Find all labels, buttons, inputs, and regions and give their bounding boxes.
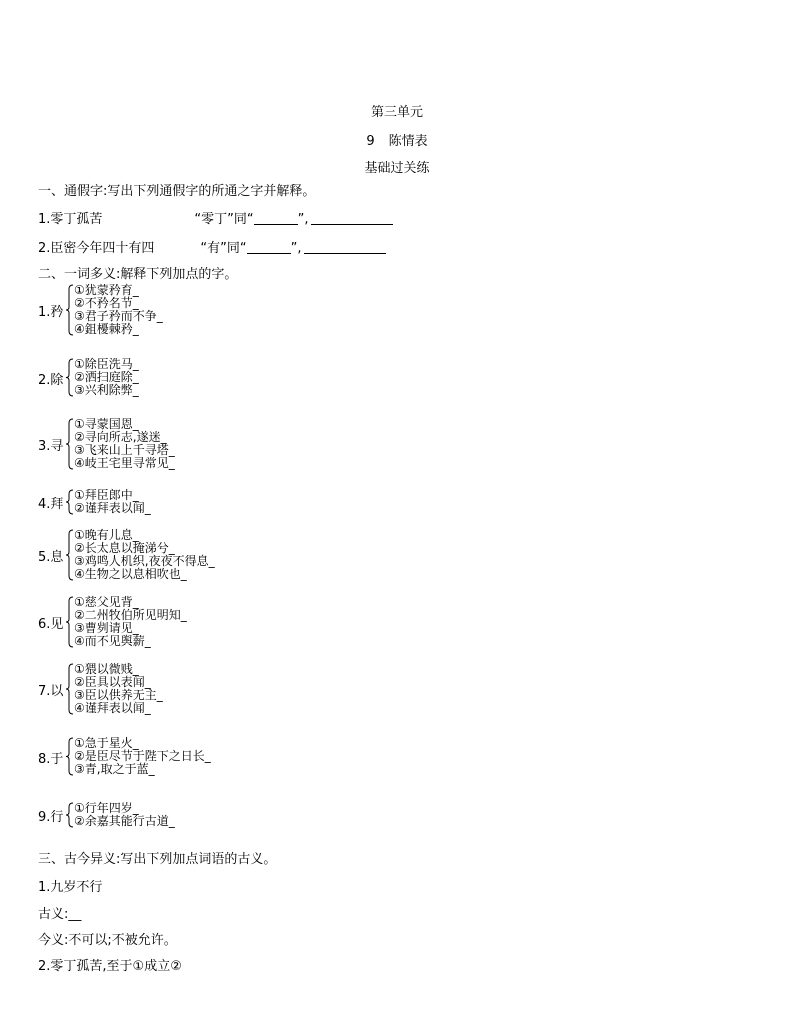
polysemy-item: ①除臣洗马_ xyxy=(74,357,139,371)
polysemy-items xyxy=(74,737,211,776)
polysemy-item: ①寻蒙国恩_ xyxy=(74,417,139,431)
polysemy-item: ④岐王宅里寻常见_ xyxy=(74,456,175,470)
polysemy-items xyxy=(74,596,187,648)
polysemy-items xyxy=(74,284,163,336)
answer-blank[interactable] xyxy=(311,212,393,225)
unit-heading: 第三单元 xyxy=(370,105,423,120)
exercise-subtitle: 基础过关练 xyxy=(364,161,430,176)
polysemy-word: 2.除 xyxy=(38,372,64,388)
polysemy-items xyxy=(74,663,163,715)
polysemy-item: ④生物之以息相吹也_ xyxy=(74,567,187,581)
polysemy-item: ③臣以供养无主_ xyxy=(74,688,163,702)
answer-blank[interactable] xyxy=(254,212,298,225)
polysemy-word: 3.寻 xyxy=(38,439,64,454)
answer-blank[interactable] xyxy=(247,241,291,254)
question-number: 1. xyxy=(38,212,51,227)
polysemy-item: ①拜臣郎中_ xyxy=(74,488,139,502)
polysemy-items xyxy=(74,358,139,397)
question-quote: “零丁”同“ xyxy=(194,212,254,227)
polysemy-items xyxy=(74,802,175,828)
polysemy-item: ③曹刿请见_ xyxy=(74,621,139,635)
tongjia-question-1 xyxy=(38,208,393,227)
polysemy-item: ②二州牧伯所见明知_ xyxy=(74,608,187,622)
ancient-meaning-line: 古义:__ xyxy=(38,907,82,922)
polysemy-item: ①急于星火_ xyxy=(74,736,139,750)
polysemy-item: ③鸡鸣人机织,夜夜不得息_ xyxy=(74,554,215,568)
polysemy-word: 8.于 xyxy=(38,751,64,767)
brace-icon xyxy=(64,596,74,648)
polysemy-item: ①晚有儿息_ xyxy=(74,528,139,542)
section-2-title: 二、一词多义:解释下列加点的字。 xyxy=(38,267,238,282)
brace-icon xyxy=(64,802,74,828)
polysemy-item: ②谨拜表以闻_ xyxy=(74,501,151,515)
lesson-title: 陈情表 xyxy=(388,134,428,149)
polysemy-word: 9.行 xyxy=(38,810,64,825)
polysemy-item: ②是臣尽节于陛下之日长_ xyxy=(74,749,211,763)
brace-icon xyxy=(64,663,74,715)
polysemy-item: ③兴利除弊_ xyxy=(74,383,139,397)
question-close: ”, xyxy=(297,212,309,227)
question-phrase: 臣密今年四十有四 xyxy=(50,241,155,256)
polysemy-item: ②臣具以表闻_ xyxy=(74,675,151,689)
gujin-question-1: 1.九岁不行 xyxy=(38,880,103,895)
polysemy-item: ②不矜名节_ xyxy=(74,296,139,310)
question-phrase: 零丁孤苦 xyxy=(50,212,103,227)
polysemy-item: ①行年四岁_ xyxy=(74,801,139,815)
polysemy-word: 1.矜 xyxy=(38,305,64,320)
polysemy-word: 6.见 xyxy=(38,617,64,632)
gujin-question-2: 2.零丁孤苦,至于①成立② xyxy=(38,959,182,974)
polysemy-item: ②余嘉其能行古道_ xyxy=(74,814,175,828)
section-3-title: 三、古今异义:写出下列加点词语的古义。 xyxy=(38,852,277,867)
polysemy-item: ④鉏櫌棘矜_ xyxy=(74,322,139,336)
polysemy-items xyxy=(74,489,151,515)
brace-icon xyxy=(64,737,74,776)
polysemy-item: ④谨拜表以闻_ xyxy=(74,701,151,715)
lesson-number: 9 xyxy=(366,134,375,149)
brace-icon xyxy=(64,358,74,397)
brace-icon xyxy=(64,489,74,515)
polysemy-item: ③青,取之于蓝_ xyxy=(74,762,155,776)
question-number: 2. xyxy=(38,241,51,256)
polysemy-item: ②寻向所志,遂迷_ xyxy=(74,430,167,444)
polysemy-item: ①猥以微贱_ xyxy=(74,662,139,676)
brace-icon xyxy=(64,418,74,470)
question-close: ”, xyxy=(290,241,302,256)
polysemy-item: ②长太息以掩涕兮_ xyxy=(74,541,175,555)
answer-blank[interactable] xyxy=(304,241,386,254)
brace-icon xyxy=(64,284,74,336)
polysemy-word: 7.以 xyxy=(38,684,64,699)
polysemy-item: ④而不见舆薪_ xyxy=(74,634,151,648)
polysemy-item: ③飞来山上千寻塔_ xyxy=(74,443,175,457)
question-quote: “有”同“ xyxy=(200,241,247,256)
tongjia-question-2 xyxy=(38,237,386,256)
polysemy-item: ①慈父见背_ xyxy=(74,595,139,609)
polysemy-items xyxy=(74,418,175,470)
polysemy-item: ②洒扫庭除_ xyxy=(74,370,139,384)
brace-icon xyxy=(64,529,74,581)
lesson-heading xyxy=(0,130,794,149)
section-1-title: 一、通假字:写出下列通假字的所通之字并解释。 xyxy=(38,184,316,199)
modern-meaning-line: 今义:不可以;不被允许。 xyxy=(38,933,177,948)
polysemy-item: ③君子矜而不争_ xyxy=(74,309,163,323)
polysemy-word: 5.息 xyxy=(38,550,64,565)
polysemy-items xyxy=(74,529,215,581)
polysemy-item: ①犹蒙矜育_ xyxy=(74,283,139,297)
polysemy-word: 4.拜 xyxy=(38,497,64,512)
